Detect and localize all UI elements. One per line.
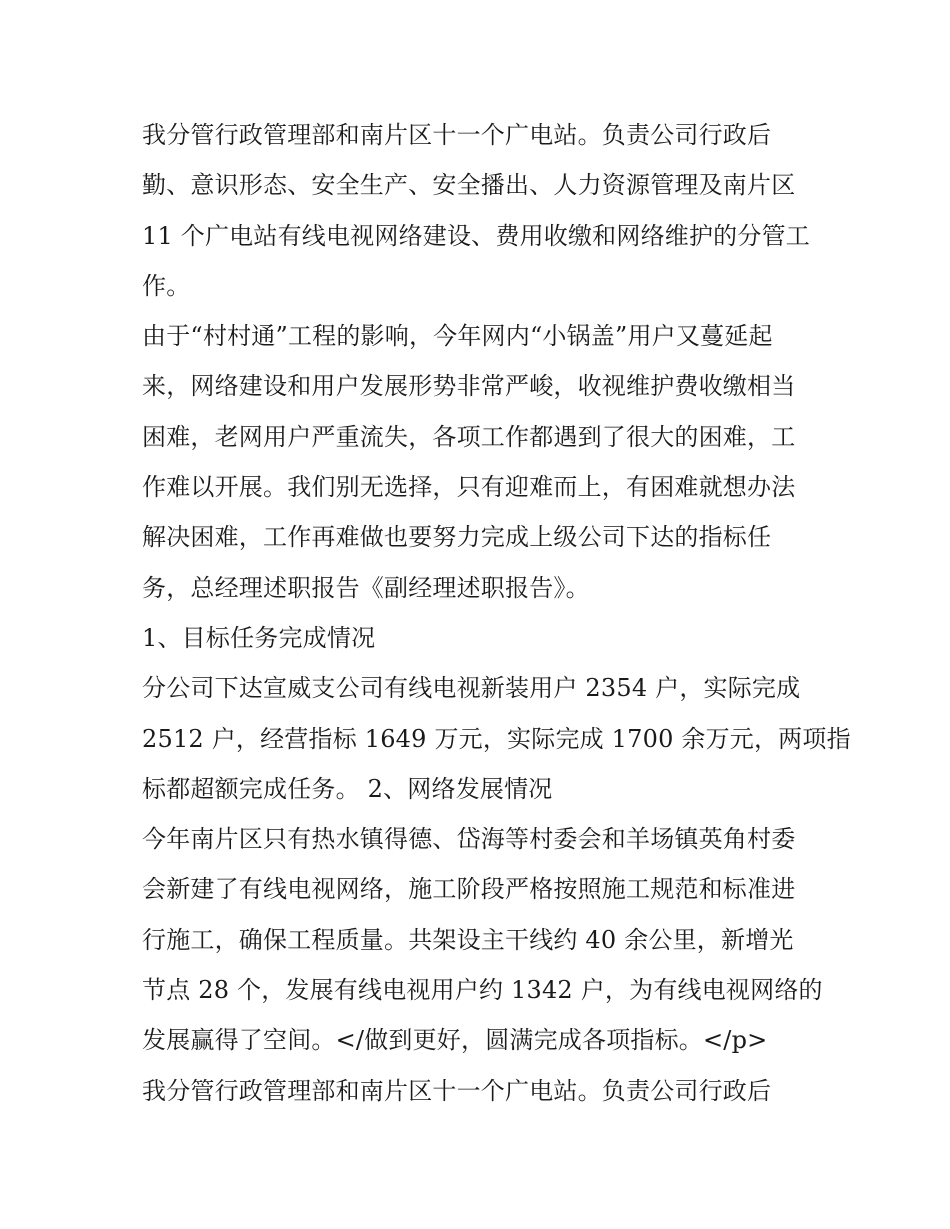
text-line: 勤、意识形态、安全生产、安全播出、人力资源管理及南片区 [142,171,796,200]
text-line: 作难以开展。我们别无选择，只有迎难而上，有困难就想办法 [142,473,796,502]
text-line: 节点 28 个，发展有线电视用户约 1342 户，为有线电视网络的 [142,976,823,1005]
text-line: 困难，老网用户严重流失，各项工作都遇到了很大的困难，工 [142,422,796,451]
text-line: 行施工，确保工程质量。共架设主干线约 40 余公里，新增光 [142,925,794,954]
text-line: 务，总经理述职报告《副经理述职报告》。 [142,573,590,602]
section-heading: 1、目标任务完成情况 [142,623,376,652]
document-body [142,110,851,1116]
text-line: 由于“村村通”工程的影响，今年网内“小锅盖”用户又蔓延起 [142,322,773,351]
text-line: 发展赢得了空间。</做到更好，圆满完成各项指标。</p> [142,1026,768,1055]
text-line: 我分管行政管理部和南片区十一个广电站。负责公司行政后 [142,121,772,149]
text-line: 解决困难，工作再难做也要努力完成上级公司下达的指标任 [142,523,772,552]
text-line: 我分管行政管理部和南片区十一个广电站。负责公司行政后 [142,1076,772,1105]
text-line: 标都超额完成任务。 2、网络发展情况 [142,774,553,803]
text-line: 会新建了有线电视网络，施工阶段严格按照施工规范和标准进 [142,875,796,904]
text-line: 今年南片区只有热水镇得德、岱海等村委会和羊场镇英角村委 [142,825,796,854]
text-line: 11 个广电站有线电视网络建设、费用收缴和网络维护的分管工 [142,221,810,250]
text-line: 来，网络建设和用户发展形势非常严峻，收视维护费收缴相当 [142,372,796,401]
text-line: 2512 户，经营指标 1649 万元，实际完成 1700 余万元，两项指 [142,724,851,753]
text-line: 分公司下达宣威支公司有线电视新装用户 2354 户，实际完成 [142,674,801,703]
text-line: 作。 [142,271,191,300]
